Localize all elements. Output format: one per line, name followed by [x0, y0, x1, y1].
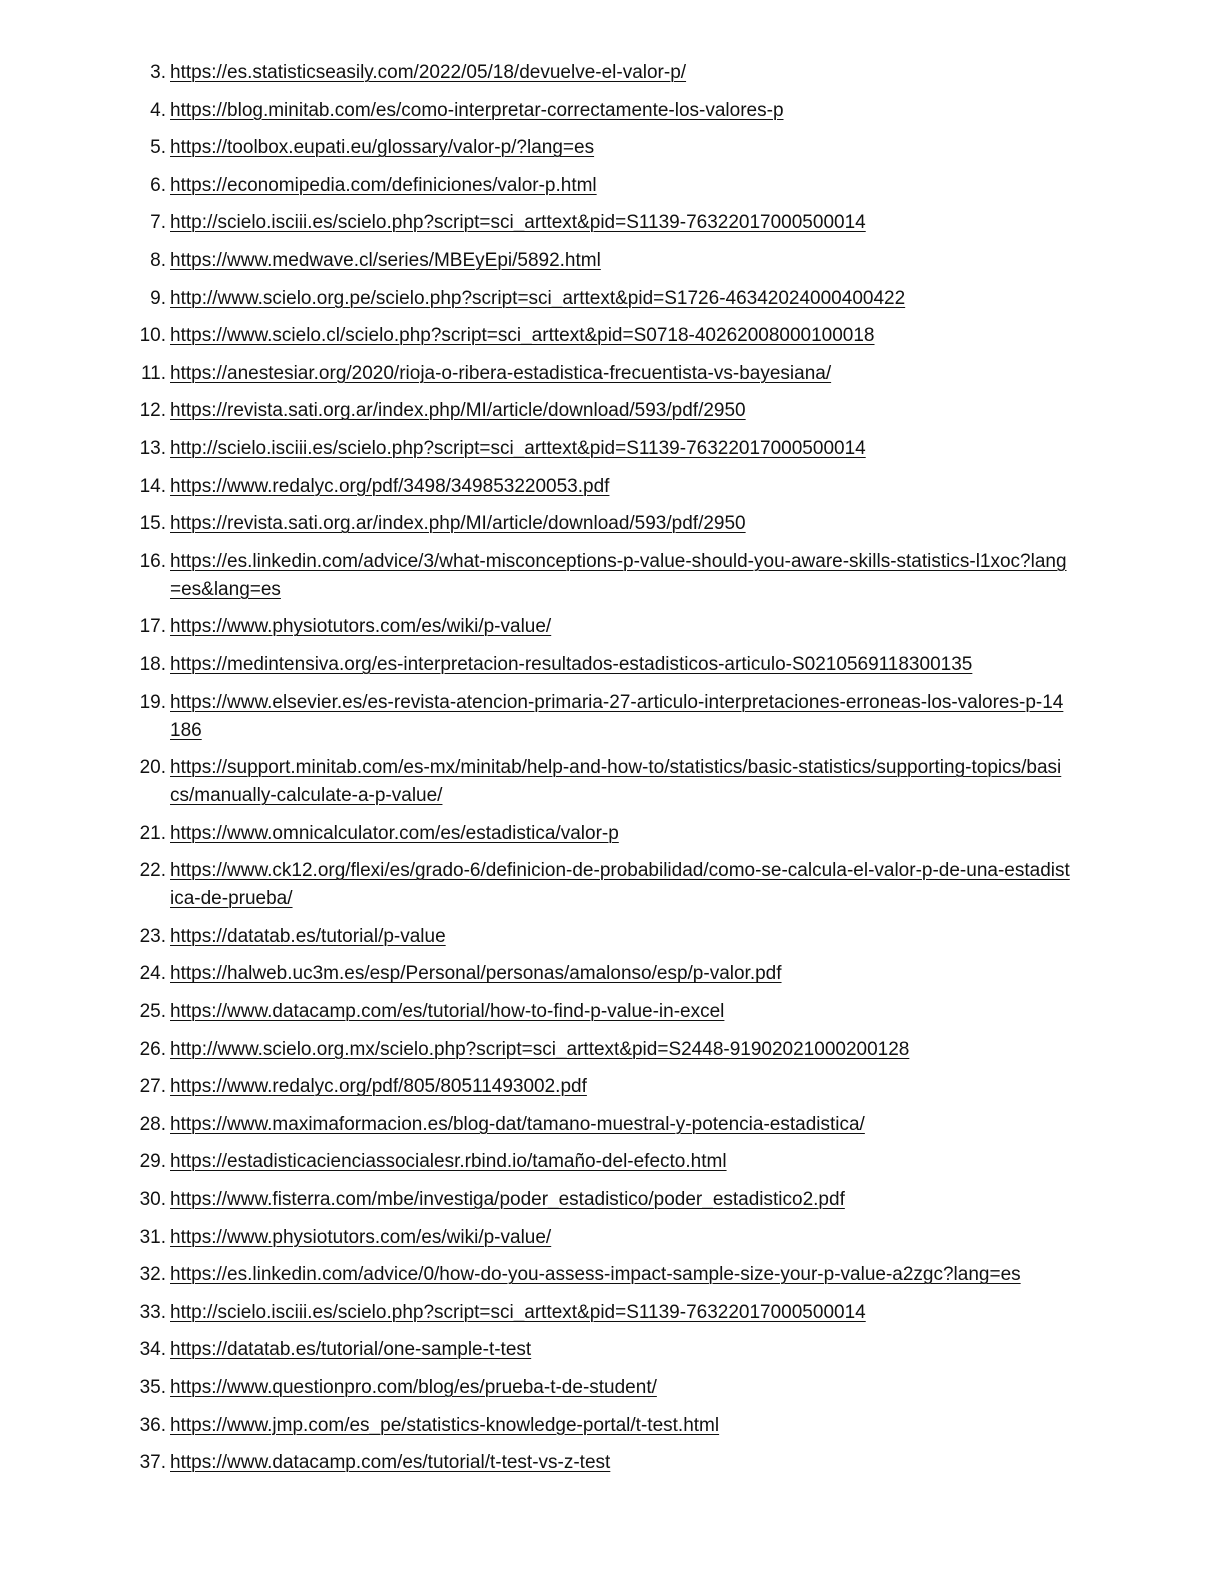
- reference-number: 4.: [150, 99, 166, 121]
- reference-item: [0, 923, 1224, 951]
- reference-number: 32.: [139, 1264, 166, 1286]
- reference-item: [0, 998, 1224, 1026]
- reference-link[interactable]: https://www.redalyc.org/pdf/805/80511493002.pdf: [170, 1076, 587, 1098]
- reference-item: [0, 1148, 1224, 1176]
- reference-link[interactable]: https://www.scielo.cl/scielo.php?script=sci_arttext&pid=S0718-40262008000100018: [170, 325, 875, 347]
- reference-item: [0, 360, 1224, 388]
- reference-link[interactable]: https://support.minitab.com/es-mx/minitab/help-and-how-to/statistics/basic-statistics/supporting-topics/basics/manually-calculate-a-p-value/: [170, 757, 1062, 807]
- reference-link[interactable]: https://www.fisterra.com/mbe/investiga/poder_estadistico/poder_estadistico2.pdf: [170, 1189, 845, 1211]
- reference-item: [0, 1299, 1224, 1327]
- reference-link[interactable]: https://es.linkedin.com/advice/0/how-do-you-assess-impact-sample-size-your-p-value-a2zgc?lang=es: [170, 1264, 1021, 1286]
- reference-link[interactable]: http://www.scielo.org.pe/scielo.php?script=sci_arttext&pid=S1726-46342024000400422: [170, 287, 906, 309]
- reference-number: 33.: [139, 1301, 166, 1323]
- reference-number: 16.: [139, 550, 166, 572]
- reference-link[interactable]: https://www.ck12.org/flexi/es/grado-6/definicion-de-probabilidad/como-se-calcula-el-valor-p-de-una-estadistica-de-prueba/: [170, 860, 1070, 910]
- reference-item: [0, 1111, 1224, 1139]
- reference-link[interactable]: https://www.jmp.com/es_pe/statistics-knowledge-portal/t-test.html: [170, 1414, 720, 1436]
- reference-number: 23.: [139, 925, 166, 947]
- reference-item: [0, 548, 1224, 604]
- reference-number: 22.: [139, 860, 166, 882]
- reference-item: [0, 820, 1224, 848]
- reference-item: [0, 1449, 1224, 1477]
- reference-item: [0, 1336, 1224, 1364]
- reference-item: [0, 285, 1224, 313]
- reference-number: 6.: [150, 174, 166, 196]
- reference-item: [0, 613, 1224, 641]
- reference-item: [0, 1261, 1224, 1289]
- reference-link[interactable]: https://www.physiotutors.com/es/wiki/p-value/: [170, 1226, 552, 1248]
- reference-item: [0, 172, 1224, 200]
- reference-link[interactable]: https://es.linkedin.com/advice/3/what-misconceptions-p-value-should-you-aware-skills-statistics-l1xoc?lang=es&lang=es: [170, 550, 1067, 600]
- reference-item: [0, 1412, 1224, 1440]
- reference-number: 15.: [139, 513, 166, 535]
- reference-item: [0, 134, 1224, 162]
- reference-link[interactable]: https://datatab.es/tutorial/p-value: [170, 925, 446, 947]
- reference-link[interactable]: https://revista.sati.org.ar/index.php/MI/article/download/593/pdf/2950: [170, 513, 746, 535]
- reference-link[interactable]: https://www.elsevier.es/es-revista-atencion-primaria-27-articulo-interpretaciones-erroneas-los-valores-p-14186: [170, 691, 1064, 741]
- reference-number: 8.: [150, 249, 166, 271]
- reference-number: 10.: [139, 325, 166, 347]
- reference-number: 37.: [139, 1452, 166, 1474]
- reference-item: [0, 857, 1224, 913]
- reference-number: 5.: [150, 137, 166, 159]
- reference-list: [0, 59, 1224, 1487]
- reference-item: [0, 1073, 1224, 1101]
- reference-number: 35.: [139, 1377, 166, 1398]
- reference-number: 30.: [139, 1189, 166, 1211]
- reference-link[interactable]: https://www.omnicalculator.com/es/estadistica/valor-p: [170, 822, 619, 844]
- reference-item: [0, 59, 1224, 87]
- reference-number: 21.: [139, 822, 166, 844]
- reference-number: 29.: [139, 1151, 166, 1173]
- reference-link[interactable]: http://scielo.isciii.es/scielo.php?script=sci_arttext&pid=S1139-76322017000500014: [170, 212, 866, 234]
- reference-link[interactable]: https://halweb.uc3m.es/esp/Personal/personas/amalonso/esp/p-valor.pdf: [170, 963, 782, 985]
- reference-item: [0, 209, 1224, 237]
- reference-link[interactable]: https://blog.minitab.com/es/como-interpretar-correctamente-los-valores-p: [170, 99, 784, 121]
- reference-link[interactable]: https://es.statisticseasily.com/2022/05/18/devuelve-el-valor-p/: [170, 62, 687, 83]
- reference-link[interactable]: https://medintensiva.org/es-interpretacion-resultados-estadisticos-articulo-S0210569118300135: [170, 653, 973, 675]
- reference-number: 20.: [139, 757, 166, 779]
- reference-item: [0, 1036, 1224, 1064]
- reference-item: [0, 754, 1224, 810]
- reference-link[interactable]: https://revista.sati.org.ar/index.php/MI/article/download/593/pdf/2950: [170, 400, 746, 422]
- reference-number: 9.: [150, 287, 166, 309]
- reference-number: 25.: [139, 1001, 166, 1023]
- reference-link[interactable]: https://www.maximaformacion.es/blog-dat/tamano-muestral-y-potencia-estadistica/: [170, 1113, 865, 1135]
- reference-link[interactable]: https://www.physiotutors.com/es/wiki/p-value/: [170, 616, 552, 638]
- reference-item: [0, 1186, 1224, 1214]
- reference-link[interactable]: https://www.datacamp.com/es/tutorial/how-to-find-p-value-in-excel: [170, 1001, 725, 1023]
- reference-number: 12.: [139, 400, 166, 422]
- reference-link[interactable]: https://www.datacamp.com/es/tutorial/t-test-vs-z-test: [170, 1452, 611, 1474]
- reference-item: [0, 689, 1224, 745]
- reference-item: [0, 651, 1224, 679]
- reference-number: 19.: [139, 691, 166, 713]
- reference-number: 36.: [139, 1414, 166, 1436]
- reference-number: 31.: [139, 1226, 166, 1248]
- reference-item: [0, 473, 1224, 501]
- reference-number: 11.: [140, 362, 166, 384]
- reference-number: 18.: [139, 653, 166, 675]
- reference-number: 27.: [139, 1076, 166, 1098]
- reference-link[interactable]: https://www.redalyc.org/pdf/3498/349853220053.pdf: [170, 475, 610, 497]
- reference-link[interactable]: http://scielo.isciii.es/scielo.php?script=sci_arttext&pid=S1139-76322017000500014: [170, 437, 866, 459]
- reference-item: [0, 247, 1224, 275]
- reference-number: 26.: [139, 1038, 166, 1060]
- reference-number: 17.: [139, 616, 166, 638]
- reference-link[interactable]: https://datatab.es/tutorial/one-sample-t-test: [170, 1339, 532, 1361]
- reference-number: 28.: [139, 1113, 166, 1135]
- reference-number: 7.: [150, 212, 166, 234]
- reference-link[interactable]: https://www.questionpro.com/blog/es/prueba-t-de-student/: [170, 1377, 657, 1398]
- reference-item: [0, 1224, 1224, 1252]
- reference-link[interactable]: https://estadisticacienciassocialesr.rbind.io/tamaño-del-efecto.html: [170, 1151, 727, 1173]
- reference-link[interactable]: https://anestesiar.org/2020/rioja-o-ribera-estadistica-frecuentista-vs-bayesiana/: [170, 362, 832, 384]
- reference-item: [0, 97, 1224, 125]
- reference-item: [0, 322, 1224, 350]
- reference-item: [0, 510, 1224, 538]
- reference-link[interactable]: http://www.scielo.org.mx/scielo.php?script=sci_arttext&pid=S2448-91902021000200128: [170, 1038, 910, 1060]
- reference-number: 13.: [139, 437, 166, 459]
- reference-item: [0, 1374, 1224, 1402]
- reference-number: 3.: [150, 62, 166, 83]
- reference-number: 34.: [139, 1339, 166, 1361]
- reference-number: 14.: [139, 475, 166, 497]
- reference-number: 24.: [139, 963, 166, 985]
- reference-item: [0, 435, 1224, 463]
- reference-item: [0, 397, 1224, 425]
- reference-item: [0, 960, 1224, 988]
- reference-link[interactable]: http://scielo.isciii.es/scielo.php?script=sci_arttext&pid=S1139-76322017000500014: [170, 1301, 866, 1323]
- reference-link[interactable]: https://toolbox.eupati.eu/glossary/valor-p/?lang=es: [170, 137, 595, 159]
- reference-link[interactable]: https://economipedia.com/definiciones/valor-p.html: [170, 174, 597, 196]
- reference-link[interactable]: https://www.medwave.cl/series/MBEyEpi/5892.html: [170, 249, 601, 271]
